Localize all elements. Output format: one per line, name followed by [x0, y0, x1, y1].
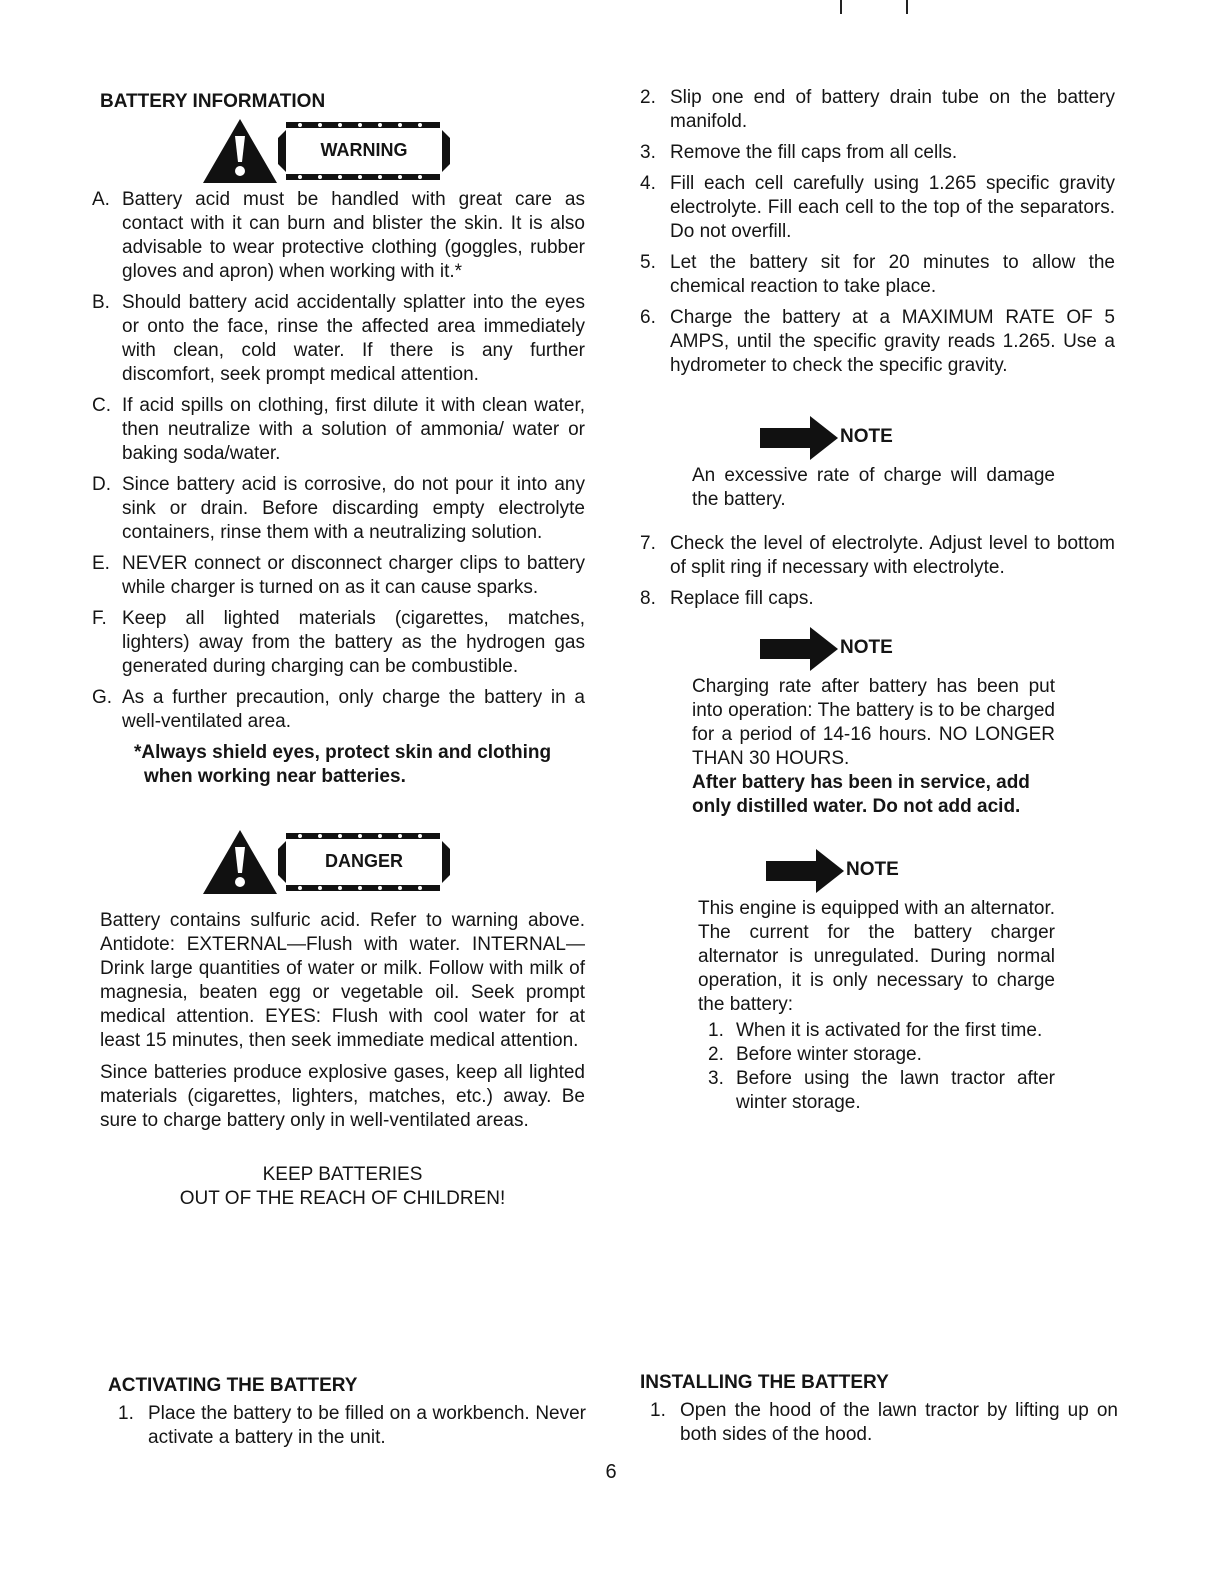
note-label: NOTE: [840, 426, 893, 447]
list-item: [92, 473, 585, 545]
item-label: 4.: [640, 173, 656, 194]
list-item: [92, 394, 585, 466]
note-bold-text: After battery has been in service, add only distilled water. Do not add acid.: [692, 772, 1030, 817]
list-item: [640, 532, 1115, 580]
list-item: [708, 1067, 1055, 1115]
installing-heading: INSTALLING THE BATTERY: [640, 1372, 889, 1393]
item-text: When it is activated for the first time.: [736, 1020, 1043, 1041]
item-label: 7.: [640, 533, 656, 554]
item-label: G.: [92, 687, 113, 708]
item-label: 3.: [708, 1068, 724, 1089]
note-2: [692, 625, 1055, 819]
note-heading: [760, 414, 1055, 460]
item-text: Replace fill caps.: [670, 588, 814, 609]
danger-text-2: Since batteries produce explosive gases, keep all lighted materials (cigarettes, lighters, matches, etc.) away. Be sure to charge battery only in well-ventilated areas.: [100, 1062, 585, 1131]
steps-list: [640, 86, 1115, 378]
item-label: 2.: [640, 87, 656, 108]
keep-away-notice: [100, 1163, 585, 1211]
item-text: Should battery acid accidentally splatter into the eyes or onto the face, rinse the affected area immediately with clean, cold water. If there is any further discomfort, seek prompt medical attention.: [122, 292, 585, 385]
left-column: [92, 90, 585, 1211]
item-text: Remove the fill caps from all cells.: [670, 142, 958, 163]
item-text: Let the battery sit for 20 minutes to allow the chemical reaction to take place.: [670, 252, 1115, 297]
battery-info-heading: BATTERY INFORMATION: [100, 91, 326, 112]
keep-line-2: OUT OF THE REACH OF CHILDREN!: [179, 1188, 506, 1209]
page-number: 6: [605, 1461, 617, 1483]
warning-triangle-icon: [200, 827, 280, 897]
note-label: NOTE: [846, 859, 899, 880]
note-text: An excessive rate of charge will damage the battery.: [692, 465, 1055, 510]
hand-pointer-icon: [766, 847, 846, 893]
item-text: NEVER connect or disconnect charger clips to battery while charger is turned on as it can cause sparks.: [122, 553, 585, 598]
item-text: Check the level of electrolyte. Adjust level to bottom of split ring if necessary with electrolyte.: [670, 533, 1115, 578]
list-item: [92, 552, 585, 600]
item-label: 8.: [640, 588, 656, 609]
item-text: As a further precaution, only charge the battery in a well-ventilated area.: [122, 687, 585, 732]
hand-pointer-icon: [760, 414, 840, 460]
page-edge-mark: [840, 0, 842, 14]
installing-section: [640, 1371, 1118, 1454]
item-text: Slip one end of battery drain tube on the battery manifold.: [670, 87, 1115, 132]
activating-heading: ACTIVATING THE BATTERY: [108, 1375, 358, 1396]
steps-list-2: [640, 532, 1115, 611]
item-text: Place the battery to be filled on a workbench. Never activate a battery in the unit.: [148, 1403, 586, 1448]
battery-info-list: [92, 188, 585, 734]
note-heading: [766, 847, 1055, 893]
item-text: Fill each cell carefully using 1.265 specific gravity electrolyte. Fill each cell to the top of the separators. Do not overfill.: [670, 173, 1115, 242]
list-item: [118, 1402, 586, 1450]
page-edge-mark: [906, 0, 908, 14]
list-item: [640, 141, 1115, 165]
note-sublist: [708, 1019, 1055, 1115]
item-label: 1.: [118, 1403, 134, 1424]
danger-label: DANGER: [324, 851, 403, 871]
item-label: E.: [92, 553, 110, 574]
item-text: Open the hood of the lawn tractor by lifting up on both sides of the hood.: [680, 1400, 1118, 1445]
list-item: [92, 607, 585, 679]
right-column: [640, 86, 1115, 1115]
item-label: C.: [92, 395, 111, 416]
warning-banner: [200, 116, 585, 186]
item-text: Keep all lighted materials (cigarettes, matches, lighters) away from the battery as the hydrogen gas generated during charging can be combustible.: [122, 608, 585, 677]
item-text: Charge the battery at a MAXIMUM RATE OF 5 AMPS, until the specific gravity reads 1.265. Use a hydrometer to check the specific gravity.: [670, 307, 1115, 376]
item-label: A.: [92, 189, 110, 210]
list-item: [92, 291, 585, 387]
list-item: [650, 1399, 1118, 1447]
footnote: *Always shield eyes, protect skin and clothing when working near batteries.: [134, 742, 552, 787]
item-text: Since battery acid is corrosive, do not pour it into any sink or drain. Before discarding empty electrolyte containers, rinse them with a neutralizing solution.: [122, 474, 585, 543]
note-3: [698, 847, 1055, 1115]
item-label: 2.: [708, 1044, 724, 1065]
list-item: [640, 306, 1115, 378]
danger-text: Battery contains sulfuric acid. Refer to warning above. Antidote: EXTERNAL—Flush with water. INTERNAL—Drink large quantities of water or milk. Follow with milk of magnesia, beaten egg or vegetable oil. Seek prompt medical attention. EYES: Flush with cool water for at least 15 minutes, then seek immediate medical attention.: [100, 910, 585, 1051]
list-item: [640, 251, 1115, 299]
note-text: This engine is equipped with an alternator. The current for the battery charger alternator is unregulated. During normal operation, it is only necessary to charge the battery:: [698, 898, 1055, 1015]
note-label: NOTE: [840, 637, 893, 658]
item-label: 1.: [708, 1020, 724, 1041]
list-item: [640, 172, 1115, 244]
item-text: If acid spills on clothing, first dilute it with clean water, then neutralize with a solution of ammonia/ water or baking soda/water.: [122, 395, 585, 464]
item-label: F.: [92, 608, 107, 629]
item-text: Before using the lawn tractor after winter storage.: [736, 1068, 1055, 1113]
item-text: Before winter storage.: [736, 1044, 922, 1065]
warning-label: WARNING: [320, 140, 408, 160]
list-item: [708, 1019, 1055, 1043]
list-item: [92, 686, 585, 734]
item-label: B.: [92, 292, 110, 313]
item-label: 5.: [640, 252, 656, 273]
item-label: 3.: [640, 142, 656, 163]
note-text: Charging rate after battery has been put into operation: The battery is to be charged for a period of 14-16 hours. NO LONGER THAN 30 HOURS.: [692, 676, 1055, 769]
keep-line-1: KEEP BATTERIES: [262, 1164, 423, 1185]
list-item: [708, 1043, 1055, 1067]
list-item: [640, 587, 1115, 611]
item-label: 1.: [650, 1400, 666, 1421]
activating-section: [108, 1374, 586, 1457]
item-text: Battery acid must be handled with great care as contact with it can burn and blister the skin. It is also advisable to wear protective clothing (goggles, rubber gloves and apron) when working with it.*: [122, 189, 585, 282]
list-item: [640, 86, 1115, 134]
item-label: D.: [92, 474, 111, 495]
hand-pointer-icon: [760, 625, 840, 671]
warning-triangle-icon: [200, 116, 280, 186]
item-label: 6.: [640, 307, 656, 328]
note-heading: [760, 625, 1055, 671]
list-item: [92, 188, 585, 284]
danger-banner: [200, 827, 585, 897]
note-1: [692, 414, 1055, 512]
